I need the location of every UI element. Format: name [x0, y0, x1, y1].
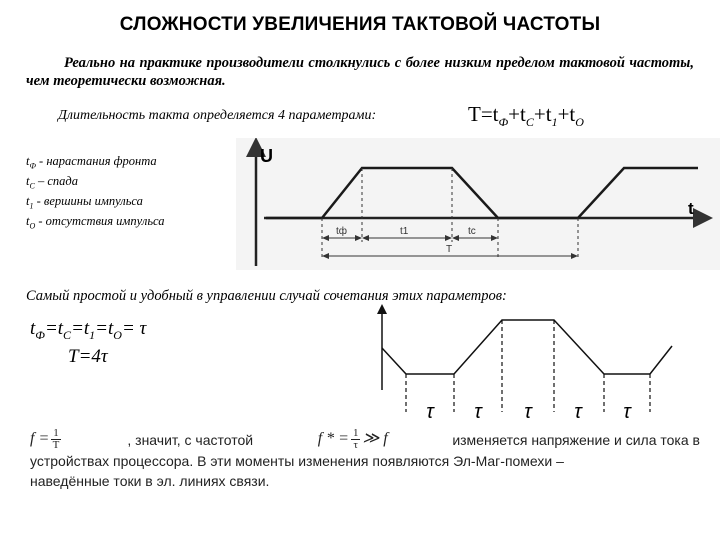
f-star-formula: f * = $\frac{1}{\tau}$ ≫ f: [317, 427, 388, 451]
bottom-line-3: наведённые токи в эл. линиях связи.: [30, 473, 270, 489]
parameter-legend: [26, 154, 164, 234]
diagram-background: [236, 138, 720, 270]
frac-one-over-t: $\frac{1}{T}$: [52, 427, 60, 451]
tau-label: τ: [574, 401, 582, 423]
duration-text: Длительность такта определяется 4 параметрами:: [58, 108, 377, 123]
seg-label-fall: tс: [468, 226, 476, 237]
seg-label-top: t1: [400, 226, 409, 237]
tau-label: τ: [474, 401, 482, 423]
tau-u-axis-arrow: [377, 304, 387, 314]
pulse-waveform-diagram: [236, 138, 720, 270]
bottom-paragraph: [30, 428, 700, 491]
intro-paragraph: Реально на практике производители столкнулись с более низким пределом тактовой частоты, чем теоретически возможная.: [26, 55, 694, 89]
frac-one-over-tau: $\frac{1}{\tau}$: [352, 427, 359, 451]
tau-label: τ: [623, 401, 631, 423]
seg-label-rise: tф: [336, 226, 348, 237]
tau-label: τ: [426, 401, 434, 423]
t-axis-label: t: [688, 199, 694, 218]
legend-item: $t_1$ - вершины импульса: [26, 194, 143, 211]
equal-params-formula: $t_Ф=t_C=t_1=t_O= \tau$: [30, 318, 147, 342]
tau-pulse-trace: [382, 320, 672, 374]
u-axis-label: U: [260, 146, 273, 166]
tau-division-lines: [406, 320, 650, 412]
text-changes: изменяется напряжение и сила тока в: [452, 431, 700, 448]
period-label: T: [446, 244, 453, 255]
simple-case-text: Самый простой и удобный в управлении случай сочетания этих параметров:: [26, 288, 507, 304]
bottom-line-1: [30, 428, 700, 451]
legend-item: $t_Ф$ - нарастания фронта: [26, 154, 157, 171]
f-formula: f = $\frac{1}{T}$: [30, 427, 60, 451]
legend-item: $t_O$ - отсутствия импульса: [26, 214, 165, 231]
period-formula: $T=t_Ф+t_C+t_1+t_O$: [468, 102, 584, 130]
text-so-frequency: , значит, с частотой: [127, 431, 254, 448]
legend-item: $t_C$ – спада: [26, 174, 78, 191]
slide-title: СЛОЖНОСТИ УВЕЛИЧЕНИЯ ТАКТОВОЙ ЧАСТОТЫ: [119, 14, 601, 35]
tau-waveform-diagram: [370, 300, 690, 424]
bottom-line-2: устройствах процессора. В эти моменты изменения появляются Эл-Маг-помехи –: [30, 453, 564, 469]
period-four-tau: T=4τ: [68, 346, 108, 367]
tau-label: τ: [524, 401, 532, 423]
